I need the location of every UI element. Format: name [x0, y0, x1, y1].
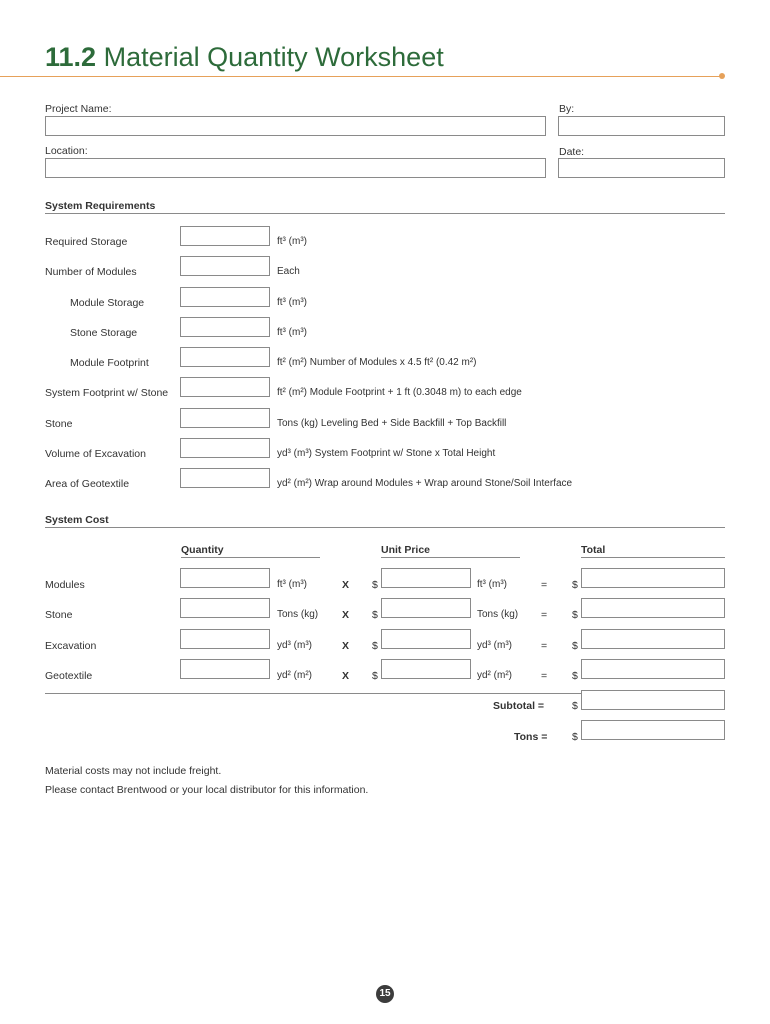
total-column-header: Total	[581, 544, 606, 556]
equals-sign: =	[541, 609, 548, 621]
req-unit-volume-of-excavation	[277, 448, 495, 459]
geotextile-quantity-unit: yd² (m²)	[277, 670, 312, 681]
contact-note: Please contact Brentwood or your local distributor for this information.	[45, 784, 369, 796]
modules-quantity-input[interactable]	[180, 568, 270, 588]
dollar-sign: $	[372, 609, 378, 621]
area-of-geotextile-input[interactable]	[180, 468, 270, 488]
req-label-module-storage: Module Storage	[70, 297, 145, 309]
modules-unit-price-input[interactable]	[381, 568, 471, 588]
system-requirements-rule	[45, 213, 725, 214]
dollar-sign: $	[572, 700, 578, 712]
subtotal-input[interactable]	[581, 690, 725, 710]
stone-input[interactable]	[180, 408, 270, 428]
formula-note: Number of Modules x 4.5 ft² (0.42 m²)	[309, 357, 477, 368]
stone-price-unit: Tons (kg)	[477, 609, 519, 620]
cost-label-modules: Modules	[45, 579, 85, 591]
times-sign: X	[342, 609, 350, 621]
req-label-stone-storage: Stone Storage	[70, 327, 138, 339]
tons-input[interactable]	[581, 720, 725, 740]
stone-total-input[interactable]	[581, 598, 725, 618]
date-label: Date:	[559, 146, 585, 158]
modules-price-unit: ft³ (m³)	[477, 579, 507, 590]
req-unit-stone-storage: ft³ (m³)	[277, 327, 307, 338]
quantity-column-header: Quantity	[181, 544, 224, 556]
cost-label-stone: Stone	[45, 609, 73, 621]
project-name-field[interactable]	[45, 116, 546, 136]
equals-sign: =	[541, 640, 548, 652]
req-label-required-storage: Required Storage	[45, 236, 128, 248]
unit-text: ft² (m²)	[277, 387, 307, 398]
geotextile-quantity-input[interactable]	[180, 659, 270, 679]
dollar-sign: $	[372, 640, 378, 652]
req-label-module-footprint: Module Footprint	[70, 357, 149, 369]
tons-label: Tons =	[514, 731, 548, 743]
unit-price-column-header: Unit Price	[381, 544, 431, 556]
location-label: Location:	[45, 145, 88, 157]
excavation-unit-price-input[interactable]	[381, 629, 471, 649]
freight-note: Material costs may not include freight.	[45, 765, 222, 777]
module-storage-input[interactable]	[180, 287, 270, 307]
section-number: 11.2	[45, 42, 97, 72]
stone-quantity-input[interactable]	[180, 598, 270, 618]
stone-storage-input[interactable]	[180, 317, 270, 337]
dollar-sign: $	[372, 670, 378, 682]
req-label-stone: Stone	[45, 418, 73, 430]
modules-total-input[interactable]	[581, 568, 725, 588]
page-title	[45, 42, 444, 73]
req-label-system-footprint: System Footprint w/ Stone	[45, 387, 169, 399]
req-unit-module-storage: ft³ (m³)	[277, 297, 307, 308]
stone-quantity-unit: Tons (kg)	[277, 609, 319, 620]
unit-text: ft² (m²)	[277, 357, 307, 368]
req-unit-required-storage: ft³ (m³)	[277, 236, 307, 247]
number-of-modules-input[interactable]	[180, 256, 270, 276]
times-sign: X	[342, 640, 350, 652]
excavation-quantity-unit: yd³ (m³)	[277, 640, 312, 651]
dollar-sign: $	[572, 640, 578, 652]
project-name-label: Project Name:	[45, 103, 112, 115]
cost-label-excavation: Excavation	[45, 640, 97, 652]
equals-sign: =	[541, 579, 548, 591]
formula-note: Leveling Bed + Side Backfill + Top Backfill	[320, 418, 507, 429]
times-sign: X	[342, 579, 350, 591]
volume-of-excavation-input[interactable]	[180, 438, 270, 458]
by-label: By:	[559, 103, 575, 115]
dollar-sign: $	[572, 670, 578, 682]
dollar-sign: $	[572, 731, 578, 743]
req-unit-system-footprint	[277, 387, 522, 398]
total-header-rule	[581, 557, 725, 558]
equals-sign: =	[541, 670, 548, 682]
req-label-volume-of-excavation: Volume of Excavation	[45, 448, 146, 460]
req-label-area-of-geotextile: Area of Geotextile	[45, 478, 130, 490]
system-cost-heading: System Cost	[45, 514, 109, 526]
excavation-total-input[interactable]	[581, 629, 725, 649]
system-requirements-heading: System Requirements	[45, 200, 156, 212]
req-unit-stone	[277, 418, 506, 429]
header-rule-dot	[719, 73, 725, 79]
unit-text: Tons (kg)	[277, 418, 319, 429]
req-unit-number-of-modules: Each	[277, 266, 300, 277]
req-unit-module-footprint	[277, 357, 477, 368]
dollar-sign: $	[572, 579, 578, 591]
times-sign: X	[342, 670, 350, 682]
excavation-quantity-input[interactable]	[180, 629, 270, 649]
header-rule	[0, 76, 722, 77]
subtotal-label: Subtotal =	[493, 700, 545, 712]
unit-text: yd² (m²)	[277, 478, 312, 489]
formula-note: Module Footprint + 1 ft (0.3048 m) to each edge	[309, 387, 522, 398]
dollar-sign: $	[572, 609, 578, 621]
formula-note: System Footprint w/ Stone x Total Height	[314, 448, 496, 459]
modules-quantity-unit: ft³ (m³)	[277, 579, 307, 590]
geotextile-unit-price-input[interactable]	[381, 659, 471, 679]
dollar-sign: $	[372, 579, 378, 591]
req-label-number-of-modules: Number of Modules	[45, 266, 137, 278]
geotextile-price-unit: yd² (m²)	[477, 670, 512, 681]
system-cost-rule	[45, 527, 725, 528]
geotextile-total-input[interactable]	[581, 659, 725, 679]
excavation-price-unit: yd³ (m³)	[477, 640, 512, 651]
stone-unit-price-input[interactable]	[381, 598, 471, 618]
system-footprint-input[interactable]	[180, 377, 270, 397]
by-field[interactable]	[558, 116, 725, 136]
page-number-badge: 15	[376, 985, 394, 1003]
date-field[interactable]	[558, 158, 725, 178]
unit-price-header-rule	[381, 557, 520, 558]
location-field[interactable]	[45, 158, 546, 178]
unit-text: yd³ (m³)	[277, 448, 312, 459]
required-storage-input[interactable]	[180, 226, 270, 246]
module-footprint-input[interactable]	[180, 347, 270, 367]
quantity-header-rule	[181, 557, 320, 558]
title-text: Material Quantity Worksheet	[103, 42, 444, 72]
req-unit-area-of-geotextile	[277, 478, 572, 489]
formula-note: Wrap around Modules + Wrap around Stone/Soil Interface	[314, 478, 573, 489]
cost-label-geotextile: Geotextile	[45, 670, 93, 682]
